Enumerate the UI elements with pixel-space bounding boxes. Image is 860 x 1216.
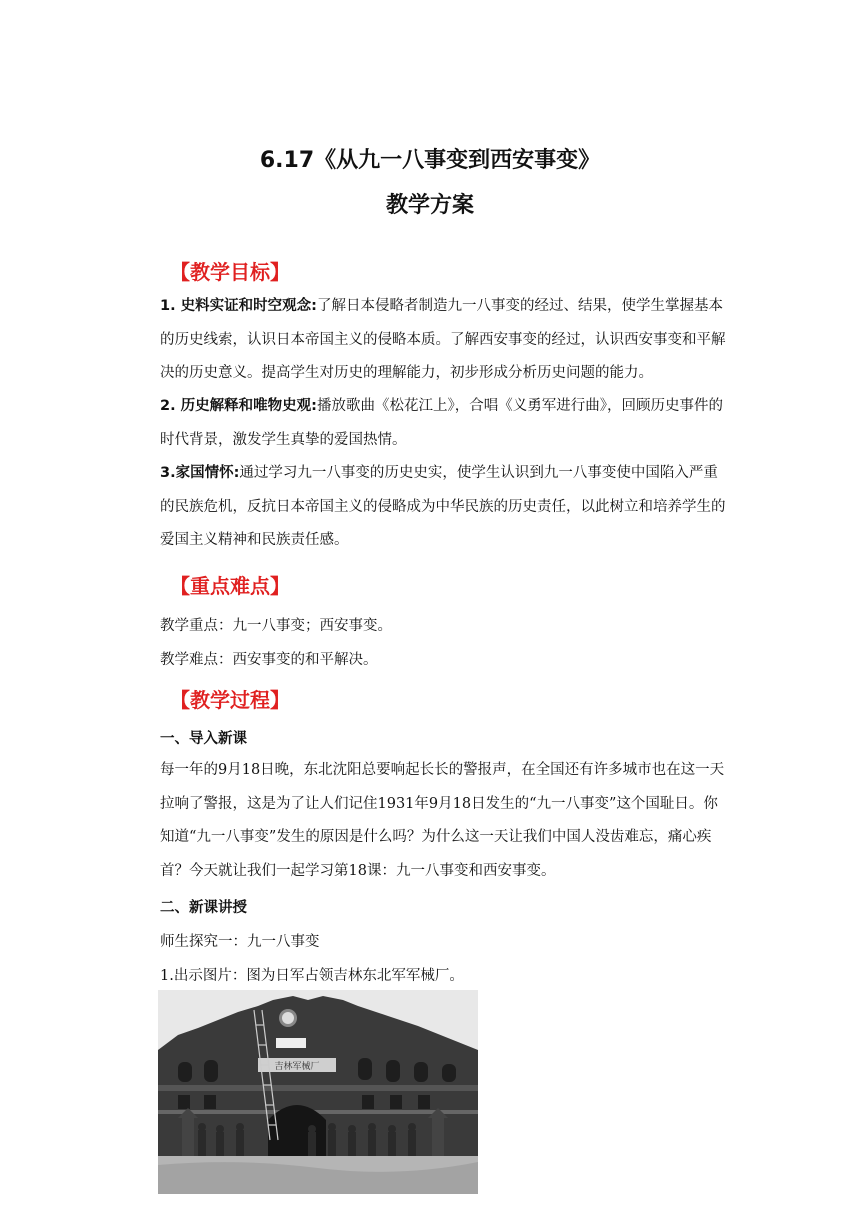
step-1-title: 一、导入新课 — [160, 731, 247, 747]
teaching-goals-heading: 【教学目标】 — [170, 260, 290, 284]
goal-item-1 — [160, 290, 730, 391]
inquiry-1-title: 师生探究一：九一八事变 — [160, 934, 320, 950]
goal-item-3 — [160, 457, 730, 558]
historical-photo — [158, 990, 478, 1194]
step-2-title: 二、新课讲授 — [160, 900, 247, 916]
goal-item-1-text: 了解日本侵略者制造九一八事变的经过、结果，使学生掌握基本的历史线索，认识日本帝国主义的侵略本质。了解西安事变的经过，认识西安事变和平解决的历史意义。提高学生对历史的理解能力，初步形成分析历史问题的能力。 — [160, 298, 726, 381]
photo-sign-text: 吉林军械厂 — [274, 1062, 320, 1072]
document-subtitle: 教学方案 — [385, 193, 474, 218]
step-1-text: 每一年的9月18日晚，东北沈阳总要响起长长的警报声，在全国还有许多城市也在这一天拉响了警报，这是为了让人们记住1931年9月18日发生的“九一八事变”这个国耻日。你知道“九一八事变”发生的原因是什么吗？为什么这一天让我们中国人没齿难忘，痛心疾首？今天就让我们一起学习第18课：九一八事变和西安事变。 — [160, 762, 725, 879]
picture-caption: 1.出示图片：图为日军占领吉林东北军军械厂。 — [160, 968, 464, 984]
teaching-process-heading: 【教学过程】 — [170, 688, 290, 712]
goal-item-2 — [160, 390, 730, 457]
goal-item-3-text: 通过学习九一八事变的历史史实，使学生认识到九一八事变使中国陷入严重的民族危机，反抗日本帝国主义的侵略成为中华民族的历史责任，以此树立和培养学生的爱国主义精神和民族责任感。 — [160, 465, 726, 548]
goal-item-2-label: 2. 历史解释和唯物史观: — [160, 398, 317, 414]
goal-item-1-label: 1. 史料实证和时空观念: — [160, 298, 317, 314]
key-points-heading: 【重点难点】 — [170, 574, 290, 598]
teaching-focus: 教学重点：九一八事变；西安事变。 — [160, 618, 392, 634]
teaching-difficulty: 教学难点：西安事变的和平解决。 — [160, 652, 378, 668]
goal-item-2-text: 播放歌曲《松花江上》，合唱《义勇军进行曲》，回顾历史事件的时代背景，激发学生真挚的爱国热情。 — [160, 398, 723, 448]
document-title: 6.17《从九一八事变到西安事变》 — [259, 148, 601, 173]
goal-item-3-label: 3.家国情怀: — [160, 465, 240, 481]
